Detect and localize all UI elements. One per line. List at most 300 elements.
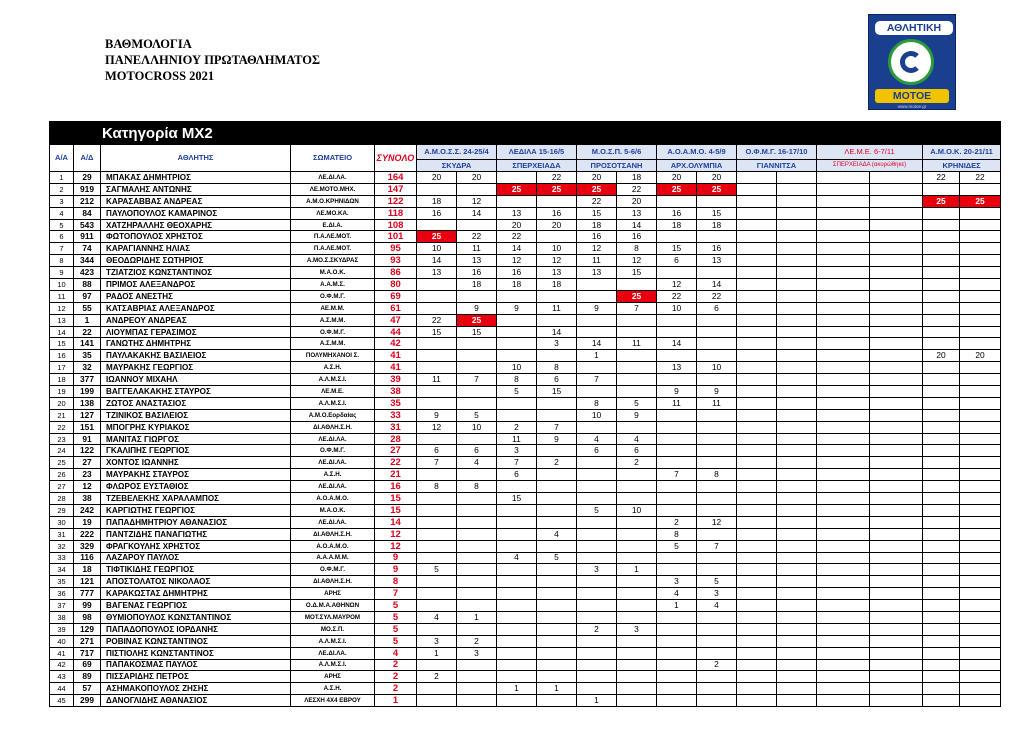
race-points-cell (697, 695, 737, 707)
race-points-cell: 12 (537, 255, 577, 267)
rider-number-cell: 911 (74, 231, 101, 243)
race-points-cell (817, 207, 870, 219)
race-points-cell (960, 314, 1001, 326)
athlete-name-cell: ΦΛΩΡΟΣ ΕΥΣΤΑΘΙΟΣ (101, 481, 291, 493)
table-row (50, 564, 1001, 576)
race-points-cell (777, 588, 817, 600)
rank-cell: 5 (50, 219, 74, 231)
event-place: ΚΡΗΝΙΔΕΣ (923, 160, 1001, 172)
race-points-cell: 22 (960, 172, 1001, 184)
race-points-cell: 12 (497, 255, 537, 267)
race-points-cell (457, 540, 497, 552)
race-points-cell: 13 (537, 267, 577, 279)
event-title: Α.Ο.Α.Μ.Ο. 4-5/9 (657, 145, 737, 160)
race-points-cell (497, 540, 537, 552)
race-points-cell (960, 528, 1001, 540)
race-points-cell (457, 695, 497, 707)
race-points-cell (870, 409, 923, 421)
rank-cell: 10 (50, 279, 74, 291)
race-points-cell (537, 516, 577, 528)
race-points-cell (617, 493, 657, 505)
table-row (50, 267, 1001, 279)
col-header-aa: Α/Α (50, 145, 74, 172)
race-points-cell: 6 (497, 469, 537, 481)
race-points-cell (870, 528, 923, 540)
rank-cell: 17 (50, 362, 74, 374)
race-points-cell (960, 433, 1001, 445)
table-row (50, 243, 1001, 255)
race-points-cell (960, 600, 1001, 612)
race-points-cell: 5 (457, 409, 497, 421)
race-points-cell (870, 374, 923, 386)
race-points-cell (777, 576, 817, 588)
rank-cell: 16 (50, 350, 74, 362)
table-row (50, 647, 1001, 659)
race-points-cell (817, 219, 870, 231)
race-points-cell: 6 (697, 302, 737, 314)
rider-number-cell: 1 (74, 314, 101, 326)
race-points-cell (657, 695, 697, 707)
rank-cell: 33 (50, 552, 74, 564)
race-points-cell (817, 540, 870, 552)
race-points-cell: 6 (577, 445, 617, 457)
race-points-cell (960, 183, 1001, 195)
race-points-cell (657, 374, 697, 386)
rank-cell: 28 (50, 493, 74, 505)
race-points-cell (960, 659, 1001, 671)
race-points-cell (617, 528, 657, 540)
race-points-cell (737, 528, 777, 540)
rank-cell: 4 (50, 207, 74, 219)
race-points-cell (777, 600, 817, 612)
race-points-cell (777, 207, 817, 219)
club-cell: Α.Σ.Μ.Μ. (291, 314, 375, 326)
athlete-name-cell: ΦΩΤΟΠΟΥΛΟΣ ΧΡΗΣΤΟΣ (101, 231, 291, 243)
race-points-cell (777, 481, 817, 493)
race-points-cell (617, 516, 657, 528)
race-points-cell: 9 (537, 433, 577, 445)
race-points-cell (537, 695, 577, 707)
race-points-cell (923, 516, 960, 528)
event-place-cancelled: ΣΠΕΡΧΕΙΑΔΑ (ακυρώθηκε) (817, 160, 923, 172)
race-points-cell: 20 (417, 172, 457, 184)
race-points-cell (960, 255, 1001, 267)
rider-number-cell: 91 (74, 433, 101, 445)
event-title: ΛΕΔΙΛΑ 15-16/5 (497, 145, 577, 160)
race-points-cell (737, 279, 777, 291)
race-points-cell (817, 338, 870, 350)
rider-number-cell: 88 (74, 279, 101, 291)
race-points-cell (577, 516, 617, 528)
rank-cell: 6 (50, 231, 74, 243)
race-points-cell (817, 457, 870, 469)
total-points-cell: 22 (375, 457, 417, 469)
race-points-cell (577, 469, 617, 481)
race-points-cell (457, 528, 497, 540)
race-points-cell (617, 611, 657, 623)
race-points-cell (870, 576, 923, 588)
race-points-cell (923, 635, 960, 647)
rank-cell: 13 (50, 314, 74, 326)
race-points-cell (457, 564, 497, 576)
race-points-cell (617, 314, 657, 326)
race-points-cell (923, 647, 960, 659)
race-points-cell (537, 314, 577, 326)
race-points-cell (617, 374, 657, 386)
race-points-cell (777, 635, 817, 647)
race-points-cell (617, 386, 657, 398)
total-points-cell: 118 (375, 207, 417, 219)
race-points-cell (870, 445, 923, 457)
total-points-cell: 2 (375, 671, 417, 683)
race-points-cell: 22 (457, 231, 497, 243)
race-points-cell: 2 (577, 623, 617, 635)
total-points-cell: 28 (375, 433, 417, 445)
club-cell: Ε.ΔΙ.Α. (291, 219, 375, 231)
race-points-cell (817, 493, 870, 505)
total-points-cell: 16 (375, 481, 417, 493)
rank-cell: 15 (50, 338, 74, 350)
race-points-cell (870, 457, 923, 469)
athlete-name-cell: ΡΟΒΙΝΑΣ ΚΩΝΣΤΑΝΤΙΝΟΣ (101, 635, 291, 647)
club-cell: Α.Σ.Η. (291, 469, 375, 481)
category-row (50, 122, 1001, 145)
race-points-cell (737, 386, 777, 398)
race-points-cell (777, 338, 817, 350)
race-points-cell (457, 386, 497, 398)
race-points-cell (617, 683, 657, 695)
athlete-name-cell: ΚΑΡΑΣΑΒΒΑΣ ΑΝΔΡΕΑΣ (101, 195, 291, 207)
club-cell: ΠΟΛΥΜΗΧΑΝΟΙ Σ. (291, 350, 375, 362)
race-points-cell (923, 671, 960, 683)
club-cell: Α.Λ.Μ.Σ.Ι. (291, 397, 375, 409)
race-points-cell: 25 (577, 183, 617, 195)
event-title: Α.Μ.Ο.Σ.Σ. 24-25/4 (417, 145, 497, 160)
header-row-events (50, 145, 1001, 160)
race-points-cell (923, 576, 960, 588)
rank-cell: 19 (50, 386, 74, 398)
athlete-name-cell: ΤΖΕΒΕΛΕΚΗΣ ΧΑΡΑΛΑΜΠΟΣ (101, 493, 291, 505)
race-points-cell (777, 516, 817, 528)
race-points-cell (617, 647, 657, 659)
race-points-cell (537, 504, 577, 516)
athlete-name-cell: ΠΑΥΛΟΠΟΥΛΟΣ ΚΑΜΑΡΙΝΟΣ (101, 207, 291, 219)
race-points-cell (497, 397, 537, 409)
race-points-cell: 4 (537, 528, 577, 540)
table-row (50, 695, 1001, 707)
race-points-cell (870, 195, 923, 207)
race-points-cell (777, 397, 817, 409)
race-points-cell (960, 219, 1001, 231)
race-points-cell (697, 326, 737, 338)
race-points-cell (457, 397, 497, 409)
race-points-cell: 12 (697, 516, 737, 528)
race-points-cell: 7 (577, 374, 617, 386)
race-points-cell (960, 267, 1001, 279)
race-points-cell (777, 540, 817, 552)
race-points-cell: 4 (497, 552, 537, 564)
race-points-cell (497, 326, 537, 338)
document-header (105, 36, 320, 84)
total-points-cell: 2 (375, 683, 417, 695)
race-points-cell: 14 (457, 207, 497, 219)
race-points-cell (737, 231, 777, 243)
race-points-cell (870, 481, 923, 493)
rider-number-cell: 19 (74, 516, 101, 528)
table-row (50, 671, 1001, 683)
race-points-cell (960, 409, 1001, 421)
race-points-cell (870, 683, 923, 695)
race-points-cell (417, 350, 457, 362)
rider-number-cell: 29 (74, 172, 101, 184)
race-points-cell (870, 504, 923, 516)
race-points-cell (417, 183, 457, 195)
race-points-cell (737, 409, 777, 421)
race-points-cell: 5 (617, 397, 657, 409)
race-points-cell: 4 (577, 433, 617, 445)
table-row (50, 231, 1001, 243)
race-points-cell (577, 600, 617, 612)
race-points-cell (923, 183, 960, 195)
race-points-cell (777, 350, 817, 362)
race-points-cell (960, 302, 1001, 314)
race-points-cell (923, 540, 960, 552)
race-points-cell (497, 647, 537, 659)
race-points-cell: 11 (577, 255, 617, 267)
race-points-cell (417, 302, 457, 314)
total-points-cell: 86 (375, 267, 417, 279)
race-points-cell (870, 552, 923, 564)
table-row (50, 504, 1001, 516)
athlete-name-cell: ΧΟΝΤΟΣ ΙΩΑΝΝΗΣ (101, 457, 291, 469)
race-points-cell: 18 (537, 279, 577, 291)
race-points-cell (457, 504, 497, 516)
athlete-name-cell: ΠΑΥΛΑΚΑΚΗΣ ΒΑΣΙΛΕΙΟΣ (101, 350, 291, 362)
race-points-cell (923, 314, 960, 326)
athlete-name-cell: ΣΑΓΜΑΛΗΣ ΑΝΤΩΝΗΣ (101, 183, 291, 195)
race-points-cell (417, 279, 457, 291)
race-points-cell (870, 386, 923, 398)
race-points-cell: 6 (417, 445, 457, 457)
race-points-cell: 9 (497, 302, 537, 314)
total-points-cell: 5 (375, 611, 417, 623)
rider-number-cell: 12 (74, 481, 101, 493)
race-points-cell: 20 (923, 350, 960, 362)
race-points-cell (777, 493, 817, 505)
rank-cell: 35 (50, 576, 74, 588)
table-row (50, 255, 1001, 267)
athlete-name-cell: ΠΙΣΤΙΟΛΗΣ ΚΩΝΣΤΑΝΤΙΝΟΣ (101, 647, 291, 659)
race-points-cell (577, 671, 617, 683)
race-points-cell (737, 611, 777, 623)
race-points-cell (777, 433, 817, 445)
rider-number-cell: 98 (74, 611, 101, 623)
race-points-cell (417, 540, 457, 552)
race-points-cell (697, 350, 737, 362)
race-points-cell (497, 611, 537, 623)
race-points-cell: 2 (697, 659, 737, 671)
race-points-cell (617, 600, 657, 612)
race-points-cell (870, 362, 923, 374)
race-points-cell (497, 195, 537, 207)
race-points-cell (960, 243, 1001, 255)
race-points-cell: 5 (417, 564, 457, 576)
race-points-cell (657, 481, 697, 493)
race-points-cell: 11 (657, 397, 697, 409)
total-points-cell: 31 (375, 421, 417, 433)
race-points-cell (923, 338, 960, 350)
race-points-cell (577, 326, 617, 338)
race-points-cell: 12 (657, 279, 697, 291)
race-points-cell (417, 552, 457, 564)
race-points-cell (923, 397, 960, 409)
race-points-cell (960, 326, 1001, 338)
race-points-cell (923, 326, 960, 338)
rider-number-cell: 89 (74, 671, 101, 683)
race-points-cell (960, 635, 1001, 647)
race-points-cell (657, 409, 697, 421)
total-points-cell: 101 (375, 231, 417, 243)
race-points-cell (777, 231, 817, 243)
rank-cell: 23 (50, 433, 74, 445)
race-points-cell (737, 433, 777, 445)
race-points-cell (870, 433, 923, 445)
race-points-cell (817, 302, 870, 314)
race-points-cell: 2 (457, 635, 497, 647)
race-points-cell: 2 (417, 671, 457, 683)
race-points-cell: 14 (697, 279, 737, 291)
race-points-cell: 3 (617, 623, 657, 635)
total-points-cell: 21 (375, 469, 417, 481)
club-cell: ΛΕ.Μ.Ε. (291, 386, 375, 398)
race-points-cell (777, 647, 817, 659)
race-points-cell (617, 671, 657, 683)
race-points-cell (923, 231, 960, 243)
race-points-cell (657, 635, 697, 647)
race-points-cell (817, 647, 870, 659)
rider-number-cell: 38 (74, 493, 101, 505)
race-points-cell (923, 457, 960, 469)
race-points-cell: 16 (577, 231, 617, 243)
rider-number-cell: 138 (74, 397, 101, 409)
race-points-cell: 25 (497, 183, 537, 195)
race-points-cell (577, 290, 617, 302)
table-row (50, 374, 1001, 386)
rank-cell: 30 (50, 516, 74, 528)
race-points-cell (457, 290, 497, 302)
rider-number-cell: 271 (74, 635, 101, 647)
race-points-cell: 15 (417, 326, 457, 338)
race-points-cell (657, 326, 697, 338)
race-points-cell (697, 445, 737, 457)
race-points-cell (737, 659, 777, 671)
athlete-name-cell: ΧΑΤΖΗΡΑΛΛΗΣ ΘΕΟΧΑΡΗΣ (101, 219, 291, 231)
race-points-cell (737, 588, 777, 600)
race-points-cell (960, 338, 1001, 350)
race-points-cell (923, 469, 960, 481)
race-points-cell: 13 (657, 362, 697, 374)
race-points-cell (817, 362, 870, 374)
race-points-cell: 16 (537, 207, 577, 219)
race-points-cell (537, 481, 577, 493)
race-points-cell: 7 (657, 469, 697, 481)
race-points-cell (737, 362, 777, 374)
race-points-cell: 3 (537, 338, 577, 350)
race-points-cell (497, 695, 537, 707)
race-points-cell (417, 528, 457, 540)
race-points-cell: 7 (457, 374, 497, 386)
col-header-total: ΣΥΝΟΛΟ (375, 145, 417, 172)
club-cell: Ο.Φ.Μ.Γ. (291, 445, 375, 457)
club-cell: Α.Μ.Ο.Εορδαίας (291, 409, 375, 421)
race-points-cell (870, 326, 923, 338)
race-points-cell (617, 695, 657, 707)
race-points-cell: 6 (537, 374, 577, 386)
race-points-cell (777, 659, 817, 671)
race-points-cell (737, 469, 777, 481)
race-points-cell: 11 (697, 397, 737, 409)
race-points-cell (923, 623, 960, 635)
race-points-cell (657, 564, 697, 576)
race-points-cell (737, 540, 777, 552)
race-points-cell (960, 469, 1001, 481)
total-points-cell: 95 (375, 243, 417, 255)
athlete-name-cell: ΒΑΓΓΕΛΑΚΑΚΗΣ ΣΤΑΥΡΟΣ (101, 386, 291, 398)
race-points-cell (537, 659, 577, 671)
race-points-cell (870, 231, 923, 243)
race-points-cell (537, 647, 577, 659)
race-points-cell (777, 409, 817, 421)
race-points-cell (657, 457, 697, 469)
race-points-cell (737, 338, 777, 350)
race-points-cell: 14 (497, 243, 537, 255)
race-points-cell (737, 172, 777, 184)
race-points-cell (497, 290, 537, 302)
race-points-cell (870, 611, 923, 623)
race-points-cell (737, 243, 777, 255)
race-points-cell (657, 314, 697, 326)
race-points-cell: 7 (417, 457, 457, 469)
club-cell: Ο.Φ.Μ.Γ. (291, 564, 375, 576)
race-points-cell: 18 (577, 219, 617, 231)
rank-cell: 24 (50, 445, 74, 457)
race-points-cell (870, 397, 923, 409)
race-points-cell: 16 (417, 207, 457, 219)
race-points-cell (817, 421, 870, 433)
race-points-cell (870, 314, 923, 326)
race-points-cell: 2 (537, 457, 577, 469)
race-points-cell (457, 350, 497, 362)
table-row (50, 552, 1001, 564)
race-points-cell: 1 (577, 350, 617, 362)
race-points-cell (457, 433, 497, 445)
race-points-cell: 15 (497, 493, 537, 505)
race-points-cell (737, 219, 777, 231)
race-points-cell (537, 350, 577, 362)
table-row (50, 600, 1001, 612)
race-points-cell (737, 314, 777, 326)
race-points-cell (697, 635, 737, 647)
race-points-cell: 8 (497, 374, 537, 386)
race-points-cell (817, 552, 870, 564)
race-points-cell (923, 493, 960, 505)
race-points-cell (697, 564, 737, 576)
race-points-cell (497, 576, 537, 588)
rider-number-cell: 344 (74, 255, 101, 267)
col-header-athlete: ΑΘΛΗΤΗΣ (101, 145, 291, 172)
athlete-name-cell: ΑΝΔΡΕΟΥ ΑΝΔΡΕΑΣ (101, 314, 291, 326)
race-points-cell: 10 (617, 504, 657, 516)
